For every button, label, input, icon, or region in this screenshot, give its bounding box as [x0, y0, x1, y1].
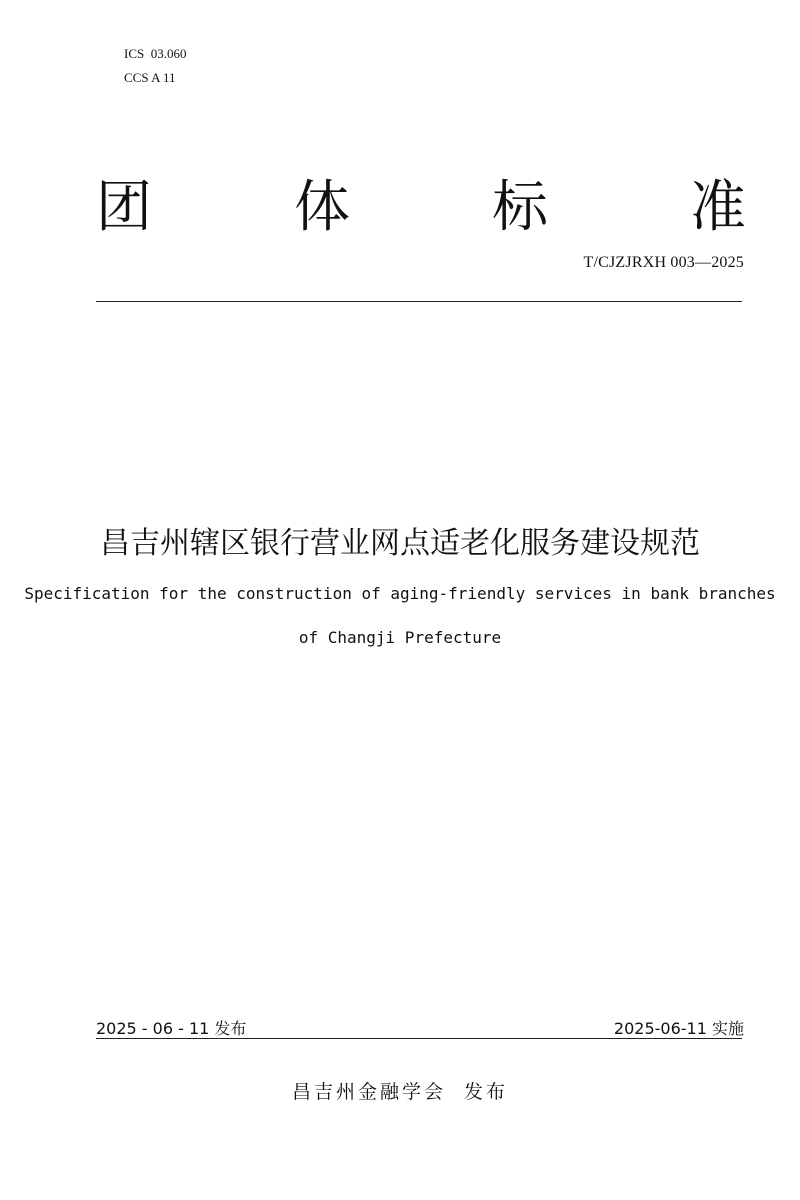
ics-code: ICS 03.060 [124, 46, 187, 61]
ccs-code: CCS A 11 [124, 70, 176, 85]
standard-type-char: 团 [96, 175, 152, 240]
standard-type-char: 体 [294, 175, 350, 240]
standard-type-heading [96, 158, 746, 248]
standard-number: T/CJZJRXH 003—2025 [583, 254, 744, 271]
classification-codes [124, 42, 186, 90]
chinese-title: 昌吉州辖区银行营业网点适老化服务建设规范 [100, 526, 700, 561]
bottom-divider [96, 1038, 742, 1039]
top-divider [96, 301, 742, 302]
implementation-date: 2025-06-11 实施 [613, 1019, 744, 1038]
issue-date: 2025 - 06 - 11 发布 [96, 1019, 247, 1038]
english-title-line-1: Specification for the construction of aging-friendly services in bank branches [24, 584, 776, 603]
standard-type-char: 准 [690, 175, 746, 240]
publisher: 昌吉州金融学会 发布 [291, 1081, 509, 1103]
standard-type-char: 标 [492, 175, 548, 240]
english-title-line-2: of Changji Prefecture [298, 628, 502, 647]
